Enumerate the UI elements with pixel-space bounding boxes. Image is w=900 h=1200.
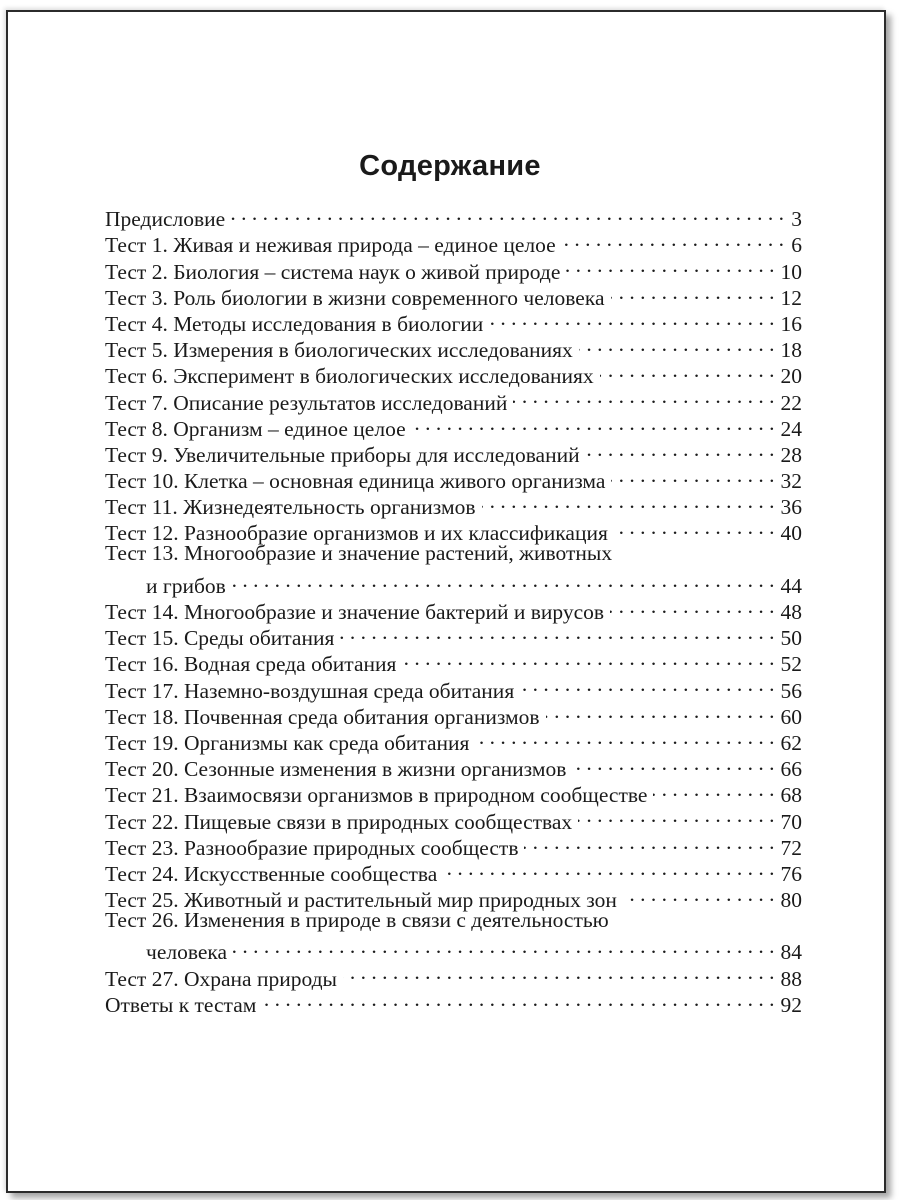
dot-leader <box>489 305 774 331</box>
toc-entry-page-number: 80 <box>780 888 802 913</box>
toc-entry-page-number: 60 <box>780 704 802 729</box>
toc-entry-label: Тест 9. Увеличительные приборы для исследований <box>105 442 580 467</box>
toc-entry-page-number: 88 <box>780 966 802 991</box>
toc-entry-page-number: 52 <box>780 652 802 677</box>
toc-entry-label: Тест 24. Искусственные сообщества <box>105 861 438 886</box>
dot-leader <box>600 357 775 383</box>
toc-entry-label-continuation: человека <box>146 940 228 965</box>
dot-leader <box>233 933 774 959</box>
toc-entry-label: Тест 21. Взаимосвязи организмов в природном сообществе <box>105 783 648 808</box>
toc-entry-continuation <box>105 567 802 598</box>
toc-entry-label: Тест 12. Разнообразие организмов и их классификация <box>105 521 608 546</box>
toc-entry-label: Тест 1. Живая и неживая природа – единое целое <box>105 233 556 258</box>
dot-leader <box>586 436 775 462</box>
toc-entry-page-number: 3 <box>791 207 802 232</box>
toc-entry-page-number: 62 <box>780 730 802 755</box>
toc-entry-label: Тест 27. Охрана природы <box>105 966 337 991</box>
dot-leader <box>562 226 784 252</box>
toc-entry-page-number: 72 <box>780 835 802 860</box>
toc-entry-label: Тест 10. Клетка – основная единица живого организма <box>105 469 606 494</box>
dot-leader <box>231 200 784 226</box>
dot-leader <box>610 593 774 619</box>
toc-entry-label: Тест 2. Биология – система наук о живой природе <box>105 259 561 284</box>
dot-leader <box>262 986 774 1012</box>
table-of-contents <box>105 200 802 1017</box>
toc-entry-page-number: 28 <box>780 442 802 467</box>
dot-leader <box>232 567 775 593</box>
dot-leader <box>402 645 774 671</box>
toc-entry-label: Тест 13. Многообразие и значение растений, животных <box>105 541 613 566</box>
toc-entry-label: Тест 20. Сезонные изменения в жизни организмов <box>105 757 567 782</box>
toc-entry-label-continuation: и грибов <box>146 573 226 598</box>
toc-entry-page-number: 70 <box>780 809 802 834</box>
dot-leader <box>614 514 775 540</box>
dot-leader <box>579 331 775 357</box>
dot-leader <box>566 252 774 278</box>
dot-leader <box>653 776 774 802</box>
dot-leader <box>546 698 775 724</box>
toc-entry-label: Тест 18. Почвенная среда обитания организмов <box>105 704 540 729</box>
toc-entry-label: Тест 16. Водная среда обитания <box>105 652 397 677</box>
toc-entry-label: Тест 14. Многообразие и значение бактерий и вирусов <box>105 600 605 625</box>
toc-entry-page-number: 48 <box>780 600 802 625</box>
toc-entry <box>105 540 802 566</box>
toc-entry-label: Тест 23. Разнообразие природных сообществ <box>105 835 519 860</box>
toc-entry-page-number: 68 <box>780 783 802 808</box>
toc-entry-label: Тест 6. Эксперимент в биологических исследованиях <box>105 364 594 389</box>
toc-entry <box>105 907 802 933</box>
dot-leader <box>412 410 775 436</box>
dot-leader <box>343 959 775 985</box>
toc-entry <box>105 200 802 232</box>
dot-leader <box>443 855 774 881</box>
toc-entry-label: Тест 4. Методы исследования в биологии <box>105 311 484 336</box>
toc-entry-continuation <box>105 933 802 965</box>
dot-leader <box>623 881 775 907</box>
toc-entry-page-number: 92 <box>780 992 802 1017</box>
toc-entry-page-number: 10 <box>780 259 802 284</box>
toc-entry-label: Тест 11. Жизнедеятельность организмов <box>105 495 476 520</box>
toc-entry-label: Предисловие <box>105 207 226 232</box>
toc-entry-page-number: 66 <box>780 757 802 782</box>
toc-entry-label: Ответы к тестам <box>105 992 257 1017</box>
toc-entry-page-number: 24 <box>780 416 802 441</box>
toc-entry-page-number: 76 <box>780 861 802 886</box>
toc-entry-page-number: 6 <box>791 233 802 258</box>
toc-entry-page-number: 44 <box>780 573 802 598</box>
toc-entry-label: Тест 15. Среды обитания <box>105 626 335 651</box>
toc-entry-label: Тест 25. Животный и растительный мир природных зон <box>105 888 617 913</box>
dot-leader <box>482 488 775 514</box>
toc-entry-label: Тест 5. Измерения в биологических исследованиях <box>105 338 573 363</box>
toc-entry-page-number: 22 <box>780 390 802 415</box>
dot-leader <box>578 802 774 828</box>
toc-entry-page-number: 12 <box>780 285 802 310</box>
toc-entry-page-number: 36 <box>780 495 802 520</box>
toc-entry-page-number: 18 <box>780 338 802 363</box>
toc-entry-label: Тест 17. Наземно-воздушная среда обитания <box>105 678 515 703</box>
toc-entry-page-number: 32 <box>780 469 802 494</box>
toc-entry-page-number: 20 <box>780 364 802 389</box>
toc-entry-page-number: 16 <box>780 311 802 336</box>
dot-leader <box>475 724 774 750</box>
dot-leader <box>513 383 774 409</box>
dot-leader <box>611 279 775 305</box>
dot-leader <box>340 619 774 645</box>
dot-leader <box>524 829 774 855</box>
dot-leader <box>520 671 774 697</box>
dot-leader <box>572 750 774 776</box>
toc-entry-label: Тест 26. Изменения в природе в связи с деятельностью <box>105 908 609 933</box>
toc-entry-label: Тест 7. Описание результатов исследований <box>105 390 508 415</box>
dot-leader <box>611 462 774 488</box>
toc-entry-label: Тест 22. Пищевые связи в природных сообществах <box>105 809 573 834</box>
toc-entry-label: Тест 8. Организм – единое целое <box>105 416 406 441</box>
toc-entry-page-number: 50 <box>780 626 802 651</box>
toc-entry-label: Тест 19. Организмы как среда обитания <box>105 730 470 755</box>
page-title: Содержание <box>359 150 541 182</box>
toc-entry-page-number: 56 <box>780 678 802 703</box>
toc-entry-page-number: 40 <box>780 521 802 546</box>
toc-entry-page-number: 84 <box>780 940 802 965</box>
toc-entry-label: Тест 3. Роль биологии в жизни современного человека <box>105 285 605 310</box>
